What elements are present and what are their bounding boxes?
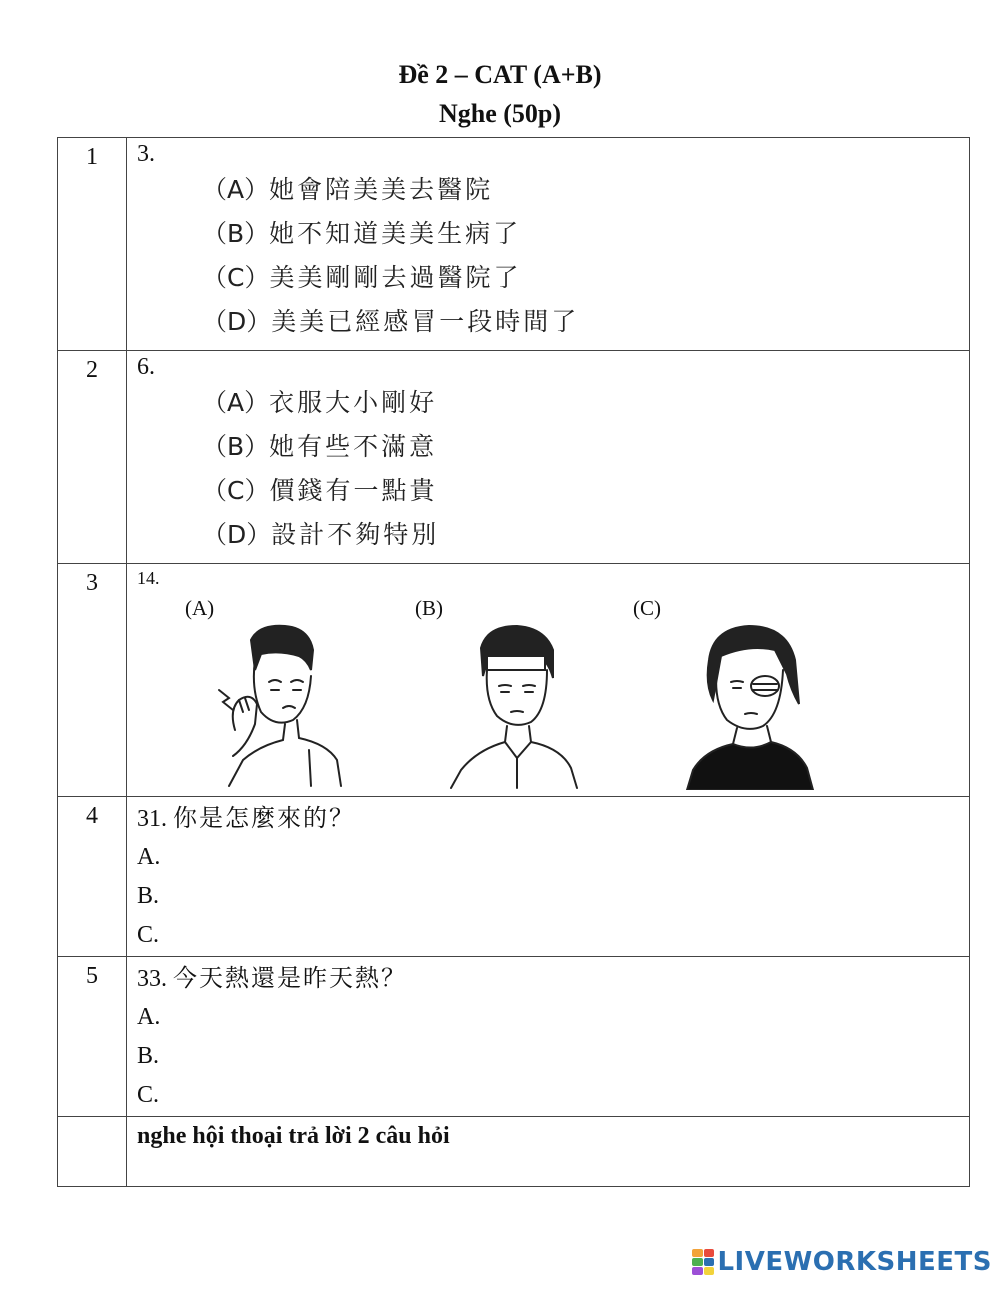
question-text: [137, 959, 969, 998]
option-d: [202, 300, 969, 344]
option-text: 衣服大小剛好: [269, 388, 438, 417]
answer-option-c[interactable]: C.: [137, 1082, 160, 1108]
question-row: [58, 351, 970, 564]
option-label: （A）: [202, 388, 270, 417]
question-prompt: 你是怎麼來的？: [173, 804, 355, 832]
answer-option-b[interactable]: B.: [137, 883, 160, 909]
question-cell: [127, 564, 970, 797]
question-row: [58, 957, 970, 1117]
question-cell: [127, 797, 970, 957]
option-text: 她有些不滿意: [269, 432, 438, 461]
row-number: 1: [58, 138, 127, 351]
picture-label-c: (C): [633, 596, 661, 620]
option-label: （D）: [202, 520, 272, 549]
question-number: 31.: [137, 806, 167, 832]
option-a: [202, 168, 969, 212]
liveworksheets-brand[interactable]: [692, 1247, 992, 1277]
answer-option-c[interactable]: C.: [137, 922, 160, 948]
option-text: 美美剛剛去過醫院了: [269, 263, 522, 292]
option-label: （D）: [202, 307, 272, 336]
option-label: （B）: [202, 432, 270, 461]
worksheet-subtitle: Nghe (50p): [438, 99, 562, 128]
picture-label-a: (A): [185, 596, 215, 620]
question-row: [58, 564, 970, 797]
question-cell: [127, 957, 970, 1117]
answer-option-a[interactable]: A.: [137, 844, 161, 870]
row-number: 3: [58, 564, 127, 797]
toothache-man-illustration[interactable]: [199, 620, 349, 790]
question-cell: [127, 351, 970, 564]
option-label: （C）: [202, 263, 270, 292]
question-number: 6.: [137, 354, 155, 380]
question-prompt: 今天熱還是昨天熱？: [173, 964, 407, 992]
option-text: 她不知道美美生病了: [269, 219, 522, 248]
worksheet-title: Đề 2 – CAT (A+B): [398, 60, 602, 89]
option-c: [202, 469, 969, 513]
instruction-text: nghe hội thoại trả lời 2 câu hỏi: [137, 1123, 450, 1149]
option-label: （C）: [202, 476, 270, 505]
question-number: 14.: [137, 568, 160, 588]
question-text: [137, 799, 969, 838]
answer-option-a[interactable]: A.: [137, 1004, 161, 1030]
option-d: [202, 513, 969, 557]
option-text: 她會陪美美去醫院: [269, 175, 494, 204]
option-text: 美美已經感冒一段時間了: [271, 307, 580, 336]
question-table: [57, 137, 970, 1187]
option-b: [202, 425, 969, 469]
option-c: [202, 256, 969, 300]
option-label: （B）: [202, 219, 270, 248]
row-number: 4: [58, 797, 127, 957]
answer-option-b[interactable]: B.: [137, 1043, 160, 1069]
question-cell: [127, 138, 970, 351]
row-number: 5: [58, 957, 127, 1117]
option-b: [202, 212, 969, 256]
eye-patch-man-illustration[interactable]: [679, 620, 819, 790]
question-row: [58, 797, 970, 957]
liveworksheets-logo-icon: [692, 1249, 714, 1275]
question-row: [58, 138, 970, 351]
picture-label-b: (B): [415, 596, 443, 620]
row-number: 2: [58, 351, 127, 564]
row-number: [58, 1117, 127, 1187]
bandaged-head-man-illustration[interactable]: [437, 620, 587, 790]
option-text: 價錢有一點貴: [269, 476, 438, 505]
question-number: 33.: [137, 966, 167, 992]
question-cell: [127, 1117, 970, 1187]
brand-name: LIVEWORKSHEETS: [717, 1247, 992, 1277]
option-text: 設計不夠特別: [271, 520, 440, 549]
option-label: （A）: [202, 175, 270, 204]
question-number: 3.: [137, 141, 155, 167]
option-a: [202, 381, 969, 425]
question-row: [58, 1117, 970, 1187]
